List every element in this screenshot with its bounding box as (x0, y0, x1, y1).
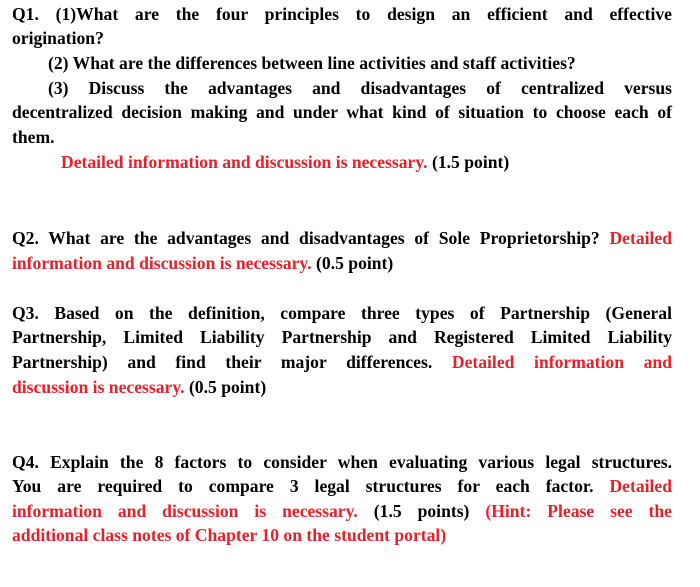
q2-line-1 (12, 227, 672, 249)
q1-line-3: (2) What are the differences between line activities and staff activities? (48, 53, 576, 73)
q1-detail-line (61, 151, 621, 173)
q1-line-5: decentralized decision making and under what kind of situation to choose each of (12, 102, 672, 122)
q3-line-2: Partnership, Limited Liability Partnership and Registered Limited Liability (12, 327, 672, 347)
q2-detail-note-start: Detailed (609, 228, 672, 248)
q3-detail-note-end: discussion is necessary. (12, 377, 185, 397)
q4-hint-start: (Hint: Please see the (485, 501, 672, 521)
q1-line-2: origination? (12, 28, 104, 48)
q2-points: (0.5 point) (316, 253, 394, 273)
q4-line-2 (12, 475, 672, 497)
q1-points: (1.5 point) (431, 152, 510, 172)
q4-points: (1.5 points) (373, 501, 470, 521)
q2-detail-note-end: information and discussion is necessary. (12, 253, 312, 273)
q4-detail-note-end: information and discussion is necessary. (12, 501, 358, 521)
q4-line-4 (12, 524, 672, 546)
q1-detail-note: Detailed information and discussion is necessary. (61, 152, 428, 172)
q3-line-1: Q3. Based on the definition, compare three types of Partnership (General (12, 303, 672, 323)
q1-line-1: Q1. (1)What are the four principles to design an efficient and effective (12, 4, 672, 24)
q3-detail-note-start: Detailed information and (451, 352, 672, 372)
q2-question: Q2. What are the advantages and disadvantages of Sole Proprietorship? (12, 228, 600, 248)
q3-points: (0.5 point) (188, 377, 267, 397)
q4-requirement: You are required to compare 3 legal structures for each factor. (12, 476, 594, 496)
q4-line-3 (12, 500, 672, 522)
q4-hint-end: additional class notes of Chapter 10 on the student portal) (12, 525, 447, 545)
q4-detail-note-start: Detailed (609, 476, 672, 496)
q3-question-end: Partnership) and find their major differences. (12, 352, 433, 372)
q1-line-4: (3) Discuss the advantages and disadvantages of centralized versus (48, 78, 672, 98)
q2-line-2 (12, 252, 672, 274)
q3-line-3 (12, 351, 672, 373)
q3-line-4 (12, 376, 672, 398)
q1-line-6: them. (12, 127, 55, 147)
q4-line-1: Q4. Explain the 8 factors to consider when evaluating various legal structures. (12, 452, 672, 472)
